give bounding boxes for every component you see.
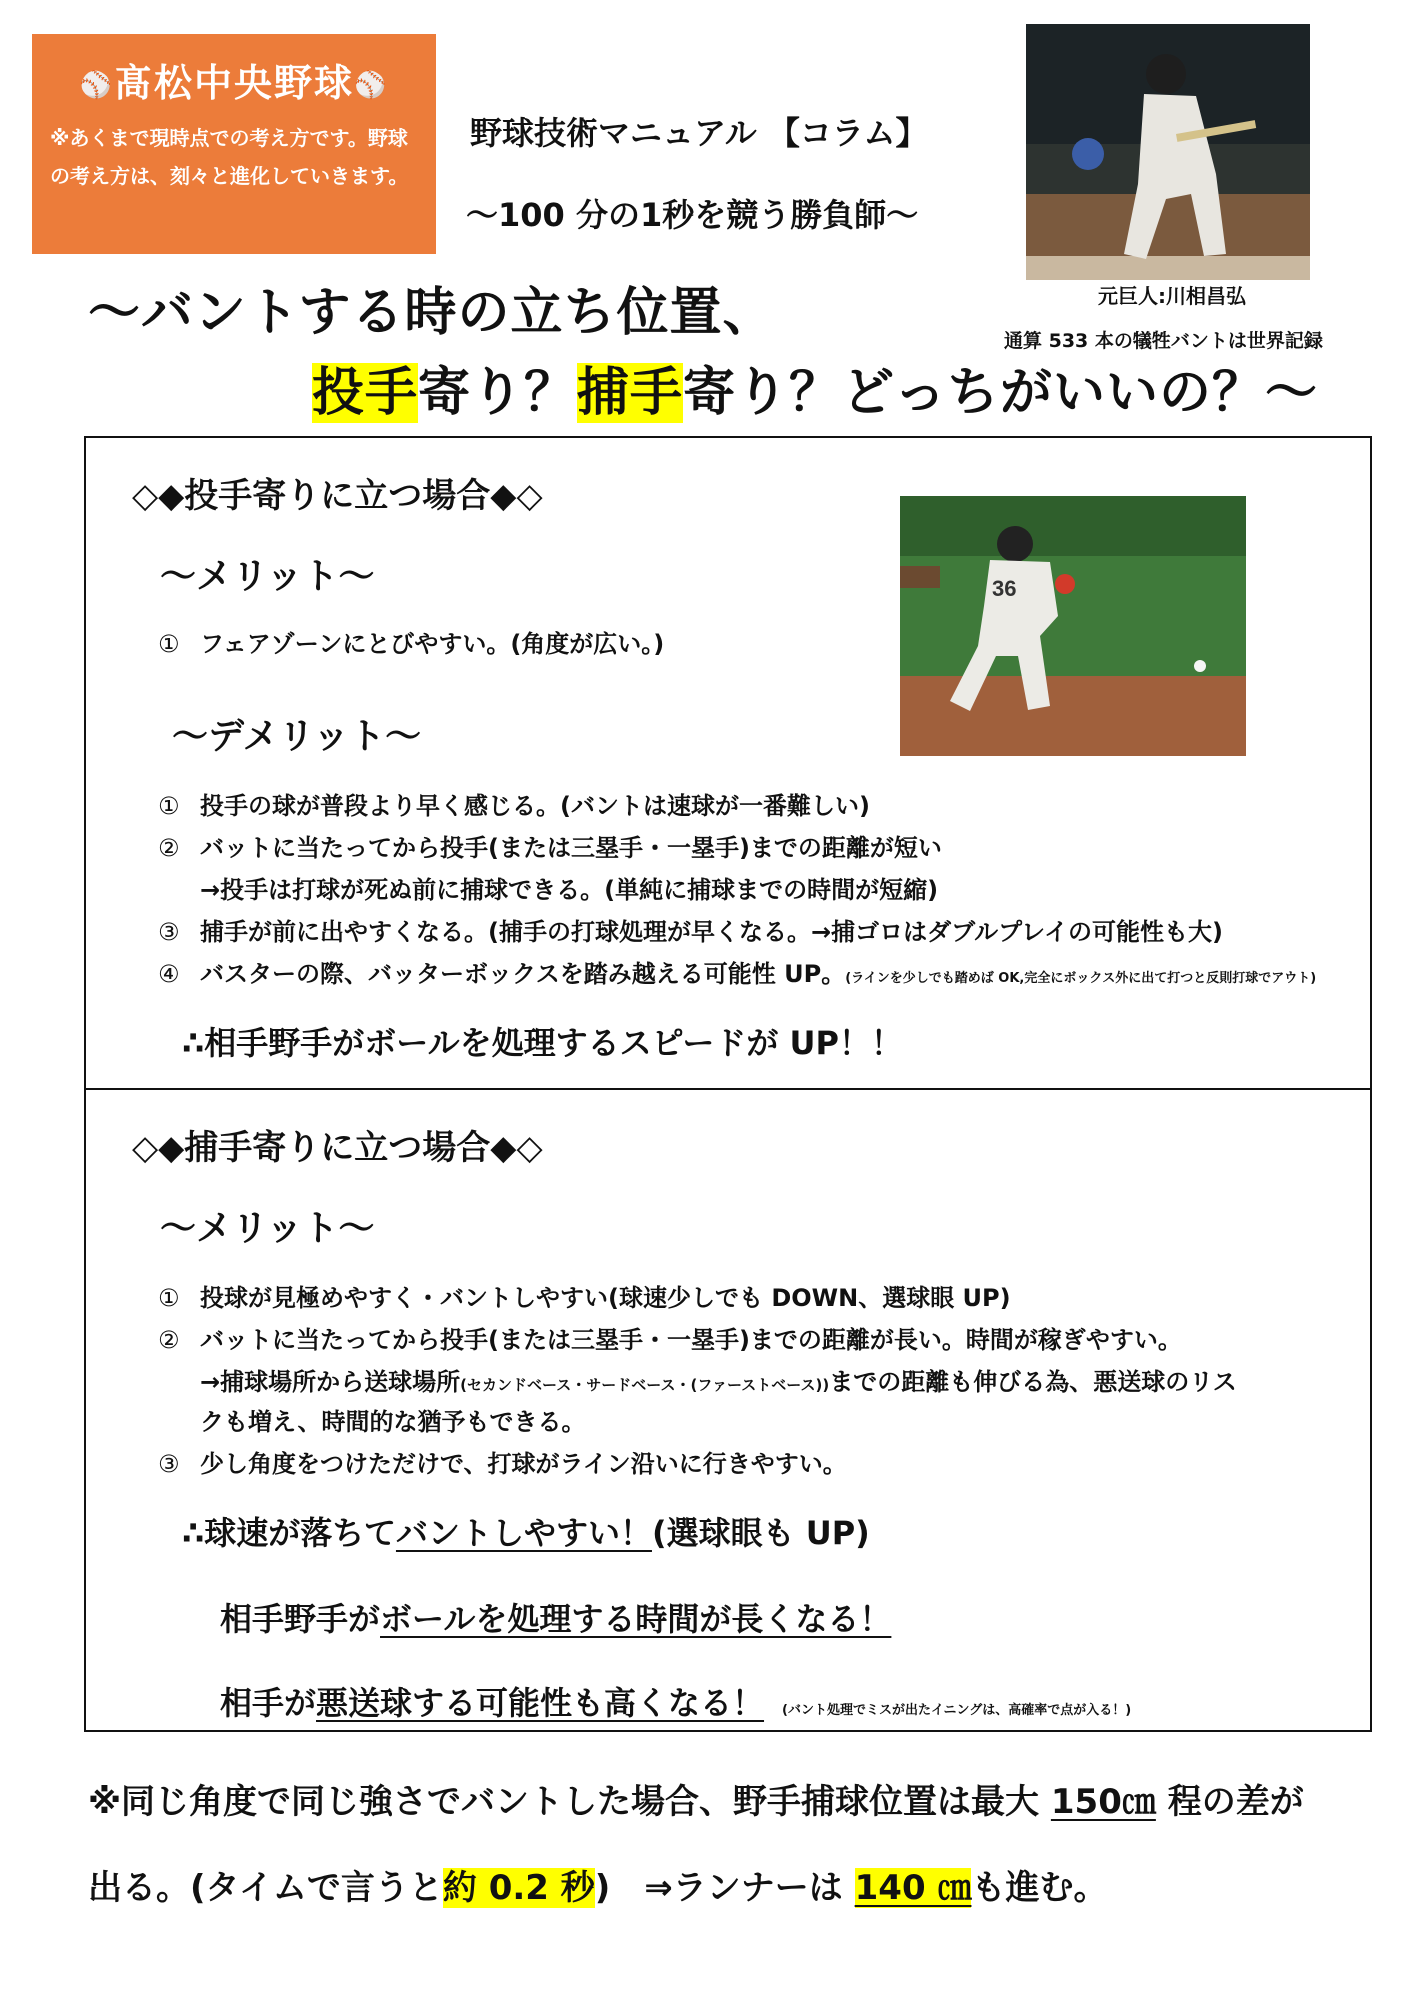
- baseball-icon: ⚾: [354, 70, 389, 101]
- footer-line1: ※同じ角度で同じ強さでバントした場合、野手捕球位置は最大 150㎝ 程の差が: [88, 1782, 1304, 1822]
- conclusion-line2: 相手野手がボールを処理する時間が長くなる！: [220, 1600, 892, 1638]
- footer-line2: 出る。(タイムで言うと約 0.2 秒) ⇒ランナーは 140 ㎝も進む。: [88, 1868, 1108, 1908]
- list-item: ③ 捕手が前に出やすくなる。(捕手の打球処理が早くなる。→捕ゴロはダブルプレイの可能性も大): [158, 918, 1223, 946]
- svg-text:36: 36: [992, 576, 1017, 601]
- headline-line2: 投手寄り？捕手寄り？どっちがいいの？～: [312, 363, 1319, 423]
- list-item: ③ 少し角度をつけただけで、打球がライン沿いに行きやすい。: [158, 1450, 847, 1478]
- list-item: ② バットに当たってから投手(または三塁手・一塁手)までの距離が短い: [158, 834, 942, 862]
- demerit-label: ～デメリット～: [172, 716, 422, 757]
- manual-title: 野球技術マニュアル 【コラム】: [470, 114, 928, 152]
- club-name: ⚾髙松中央野球⚾: [79, 61, 389, 105]
- list-item: ① 投球が見極めやすく・バントしやすい(球速少しでも DOWN、選球眼 UP): [158, 1284, 1011, 1312]
- merit-label: ～メリット～: [160, 1208, 375, 1249]
- section-heading: ◇◆捕手寄りに立つ場合◆◇: [132, 1128, 543, 1168]
- baseball-icon: ⚾: [79, 70, 114, 101]
- list-item: ① 投手の球が普段より早く感じる。(バントは速球が一番難しい): [158, 792, 870, 820]
- photo-caption-name: 元巨人:川相昌弘: [1098, 284, 1246, 308]
- conclusion-line3: 相手が悪送球する可能性も高くなる！ (バント処理でミスが出たイニングは、高確率で点が入る！): [220, 1684, 1132, 1722]
- manual-subtitle: ～100 分の1秒を競う勝負師～: [466, 196, 919, 234]
- conclusion-line1: ∴球速が落ちてバントしやすい！(選球眼も UP): [182, 1514, 870, 1552]
- disclaimer-note: ※あくまで現時点での考え方です。野球の考え方は、刻々と進化していきます。: [50, 126, 409, 188]
- list-item: ④ バスターの際、バッターボックスを踏み越える可能性 UP。(ラインを少しでも踏めば OK,完全にボックス外に出て打つと反則打球でアウト): [158, 960, 1317, 988]
- section-heading: ◇◆投手寄りに立つ場合◆◇: [132, 476, 543, 516]
- kawai-bunt-photo: [1026, 24, 1310, 280]
- list-item: クも増え、時間的な猶予もできる。: [200, 1408, 586, 1436]
- merit-label: ～メリット～: [160, 556, 375, 597]
- batter-bunt-photo: [900, 496, 1246, 756]
- photo-caption-record: 通算 533 本の犠牲バントは世界記録: [1004, 330, 1323, 352]
- list-item: ② バットに当たってから投手(または三塁手・一塁手)までの距離が長い。時間が稼ぎやすい。: [158, 1326, 1182, 1354]
- catcher-side-section: [84, 1088, 1372, 1732]
- section-conclusion: ∴相手野手がボールを処理するスピードが UP！！: [182, 1024, 903, 1062]
- headline-line1: ～バントする時の立ち位置、: [88, 283, 776, 343]
- list-item: →投手は打球が死ぬ前に捕球できる。(単純に捕球までの時間が短縮): [200, 876, 939, 904]
- list-item: ① フェアゾーンにとびやすい。(角度が広い。): [158, 630, 665, 658]
- club-badge: [32, 34, 436, 254]
- list-item: →捕球場所から送球場所(セカンドベース・サードベース・(ファーストベース))までの距離も伸びる為、悪送球のリス: [200, 1368, 1237, 1396]
